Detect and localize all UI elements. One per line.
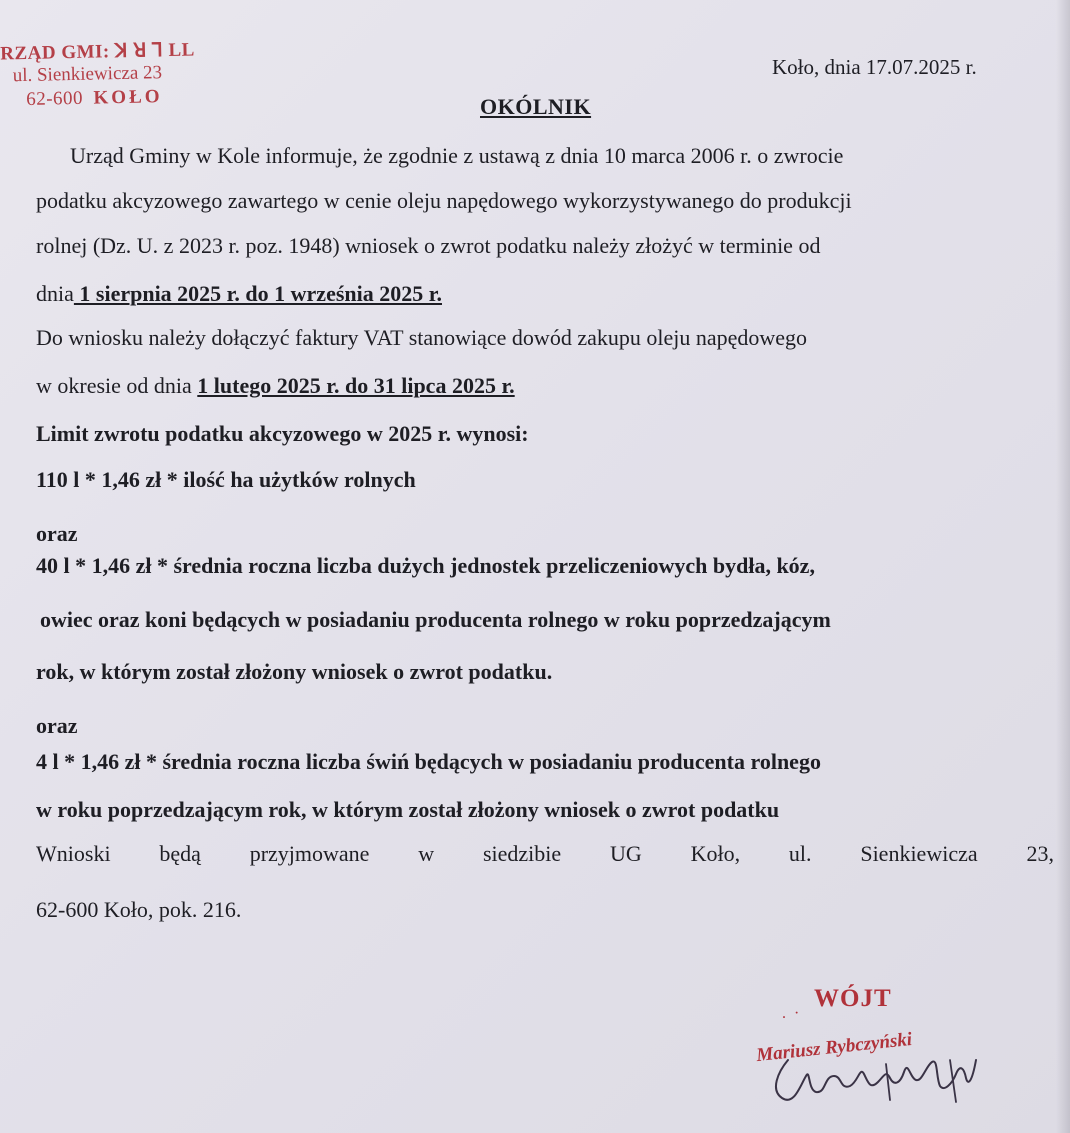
conjunction-oraz-1: oraz — [36, 521, 78, 546]
paragraph2-line1: Do wniosku należy dołączyć faktury VAT stanowiące dowód zakupu oleju napędowego — [36, 325, 808, 350]
handwritten-signature-icon — [760, 1020, 990, 1110]
formula-pigs-line1: 4 l * 1,46 zł * średnia roczna liczba świń będących w posiadaniu producenta rolnego — [36, 749, 821, 774]
submission-place-line1 — [36, 840, 1054, 868]
signature-title: WÓJT — [814, 985, 892, 1012]
signature-dots: . · — [782, 1005, 802, 1022]
submission-place-word: ul. — [788, 841, 812, 866]
stamp-street: ul. Sienkiewicza 23 — [12, 62, 163, 87]
paragraph1-line2: podatku akcyzowego zawartego w cenie oleju napędowego wykorzystywanego do produkcji — [36, 188, 852, 213]
invoice-period: 1 lutego 2025 r. do 31 lipca 2025 r. — [197, 373, 515, 398]
submission-place-word: 23, — [1026, 841, 1054, 866]
paragraph2-line2 — [36, 372, 515, 400]
formula-cattle-line3: rok, w którym został złożony wniosek o zwrot podatku. — [36, 659, 553, 684]
submission-place-word: w — [418, 841, 435, 866]
submission-place-word: Koło, — [690, 841, 741, 866]
stamp-zip: 62-600 — [26, 87, 84, 110]
formula-arable-land: 110 l * 1,46 zł * ilość ha użytków rolnych — [36, 467, 416, 492]
submission-place-word: UG — [609, 841, 642, 866]
invoice-period-prefix: w okresie od dnia — [36, 373, 198, 398]
formula-cattle-line1: 40 l * 1,46 zł * średnia roczna liczba dużych jednostek przeliczeniowych bydła, kóz, — [36, 553, 815, 578]
paragraph1-line3: rolnej (Dz. U. z 2023 r. poz. 1948) wniosek o zwrot podatku należy złożyć w terminie od — [36, 233, 821, 258]
office-stamp — [0, 37, 240, 110]
paragraph1-line4 — [36, 280, 442, 308]
stamp-office-name: RZĄD GMI: ꓘ ꓤ ꓶ LL — [0, 39, 196, 65]
document-title: OKÓLNIK — [480, 94, 592, 119]
conjunction-oraz-2: oraz — [36, 713, 78, 738]
submission-place-line2: 62-600 Koło, pok. 216. — [36, 897, 242, 922]
limit-heading: Limit zwrotu podatku akcyzowego w 2025 r. wynosi: — [36, 421, 529, 446]
submission-place-word: Wnioski — [36, 841, 111, 866]
paragraph1-line1: Urząd Gminy w Kole informuje, że zgodnie z ustawą z dnia 10 marca 2006 r. o zwrocie — [70, 143, 844, 168]
deadline-prefix: dnia — [36, 281, 74, 306]
submission-place-word: Sienkiewicza — [860, 841, 978, 866]
formula-pigs-line2: w roku poprzedzającym rok, w którym został złożony wniosek o zwrot podatku — [36, 797, 780, 822]
paper-edge-shadow — [1056, 0, 1070, 1133]
stamp-city: KOŁO — [93, 86, 163, 109]
submission-period: 1 sierpnia 2025 r. do 1 września 2025 r. — [73, 281, 442, 306]
submission-place-word: przyjmowane — [249, 841, 370, 866]
formula-cattle-line2: owiec oraz koni będących w posiadaniu producenta rolnego w roku poprzedzającym — [40, 607, 831, 632]
submission-place-word: siedzibie — [482, 841, 562, 866]
stamp-city-line — [26, 85, 163, 112]
submission-place-word: będą — [159, 841, 201, 866]
document-date: Koło, dnia 17.07.2025 r. — [772, 55, 977, 79]
signature-name: Mariusz Rybczyński — [755, 1028, 914, 1067]
